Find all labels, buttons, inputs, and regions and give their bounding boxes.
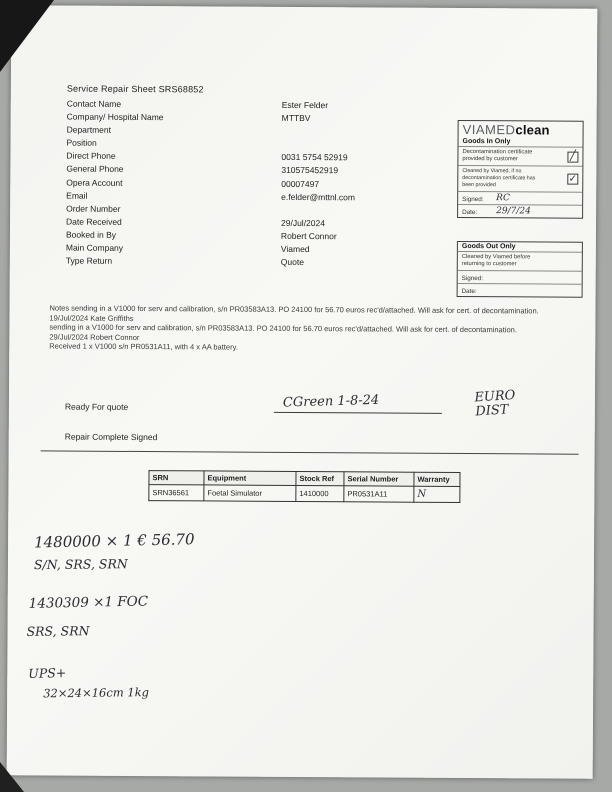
field-label: Position [66, 137, 97, 149]
goods-in-title: Goods In Only [462, 137, 511, 146]
brand-viamed: VIAMED [462, 121, 516, 138]
field-label: Date Received [66, 216, 122, 227]
cell-warranty-handwritten: N [414, 486, 460, 502]
na-slash-checkbox: ╱ [567, 151, 578, 162]
field-value: 00007497 [281, 178, 320, 189]
cleaned-by-viamed-row [458, 165, 582, 192]
field-value: MTTBV [281, 112, 311, 124]
cell-equipment: Foetal Simulator [204, 485, 296, 502]
handwritten-refs-note-2: SRS, SRN [26, 623, 90, 639]
check-mark-checkbox: ✓ [568, 173, 578, 185]
page-title: Service Repair Sheet SRS68852 [66, 83, 204, 95]
cell-srn: SRN36561 [149, 485, 204, 501]
field-label: Company/ Hospital Name [66, 111, 164, 123]
goods-out-date-row [458, 283, 582, 297]
col-header-stock-ref: Stock Ref [296, 471, 344, 485]
table-row [149, 485, 460, 503]
handwritten-refs-note-1: S/N, SRS, SRN [33, 556, 128, 573]
field-value: Ester Felder [281, 99, 329, 111]
brand-clean: clean [515, 122, 550, 138]
signed-label: Signed: [462, 195, 484, 204]
goods-in-date-row [458, 204, 582, 218]
col-header-warranty: Warranty [414, 472, 460, 486]
signed-label: Signed: [461, 274, 484, 283]
date-label: Date: [461, 287, 477, 296]
field-label: Order Number [66, 203, 121, 214]
viamedclean-logo [459, 121, 583, 138]
goods-out-signed-row [458, 270, 582, 284]
field-value: Quote [280, 256, 304, 268]
field-value: 0031 5754 52919 [281, 152, 348, 163]
cell-stock-ref: 1410000 [296, 485, 344, 501]
scanned-document-page [7, 5, 598, 779]
signed-initials: RC [496, 193, 510, 204]
field-label: Direct Phone [66, 150, 116, 162]
goods-out-box [457, 241, 583, 298]
notes-section [49, 303, 581, 354]
field-label: Department [66, 124, 112, 136]
decontamination-certificate-text: Decontamination certificate provided by customer [462, 148, 533, 163]
goods-out-text: Cleaned by Viamed before returning to customer [461, 253, 531, 268]
ready-for-quote-signature: CGreen 1-8-24 [282, 392, 380, 411]
repair-complete-signature-line [41, 435, 579, 454]
notes-paragraph: Notes sending in a V1000 for serv and calibration, s/n PR03583A13. PO 24100 for 56.70 euros rec'd/attached. Will ask for cert. of decontamination. [49, 303, 539, 316]
cell-serial-number: PR0531A11 [344, 486, 414, 502]
field-value: 310575452919 [281, 165, 339, 176]
field-label: Main Company [65, 242, 124, 253]
field-label: Contact Name [66, 98, 122, 109]
euro-dist-handwritten-note [474, 389, 517, 420]
form-field-row [66, 256, 446, 271]
field-label: Booked in By [65, 229, 117, 240]
field-label: Email [66, 190, 88, 201]
goods-out-text-row [458, 251, 582, 271]
handwritten-ups-note: UPS+ [28, 664, 67, 681]
contact-details-section [66, 99, 447, 272]
handwritten-price-note: 1480000 × 1 € 56.70 [33, 530, 195, 552]
field-value: Robert Connor [280, 230, 337, 242]
field-value: e.felder@mttnl.com [281, 191, 356, 202]
field-value: 29/Jul/2024 [281, 217, 326, 228]
handwritten-foc-note: 1430309 ×1 FOC [28, 593, 149, 612]
field-value: Viamed [280, 243, 310, 255]
field-label: Opera Account [66, 177, 123, 188]
col-header-equipment: Equipment [204, 471, 296, 486]
date-label: Date: [462, 208, 478, 217]
field-label: Type Return [65, 255, 113, 266]
ready-for-quote-label: Ready For quote [64, 401, 129, 412]
notes-paragraph: 29/Jul/2024 Robert Connor [49, 332, 140, 342]
date-handwritten: 29/7/24 [496, 206, 531, 217]
cleaned-by-viamed-text: Cleaned by Viamed, if no decontamination certificate has been provided [462, 167, 536, 189]
field-label: General Phone [66, 164, 124, 175]
viamedclean-goods-in-box [457, 120, 584, 219]
decontamination-certificate-row [458, 146, 582, 166]
repair-complete-signed-label: Repair Complete Signed [64, 431, 158, 443]
col-header-srn: SRN [149, 471, 204, 485]
notes-paragraph: Received 1 x V1000 s/n PR0531A11, with 4 x AA battery. [49, 341, 238, 352]
goods-out-title: Goods Out Only [461, 242, 516, 251]
euro-dist-line1: EURO [474, 387, 516, 406]
col-header-serial-number: Serial Number [344, 472, 414, 486]
euro-dist-line2: DIST [474, 402, 509, 420]
handwritten-dimensions-note: 32×24×16cm 1kg [43, 685, 150, 701]
equipment-table [148, 470, 460, 503]
notes-paragraph: sending in a V1000 for serv and calibration, s/n PR03583A13. PO 24100 for 56.70 euros rec'd/attached. Will ask for cert. of decontamination. [49, 322, 517, 335]
goods-in-signed-row [458, 191, 582, 205]
notes-paragraph: 19/Jul/2024 Kate Griffiths [49, 313, 134, 323]
